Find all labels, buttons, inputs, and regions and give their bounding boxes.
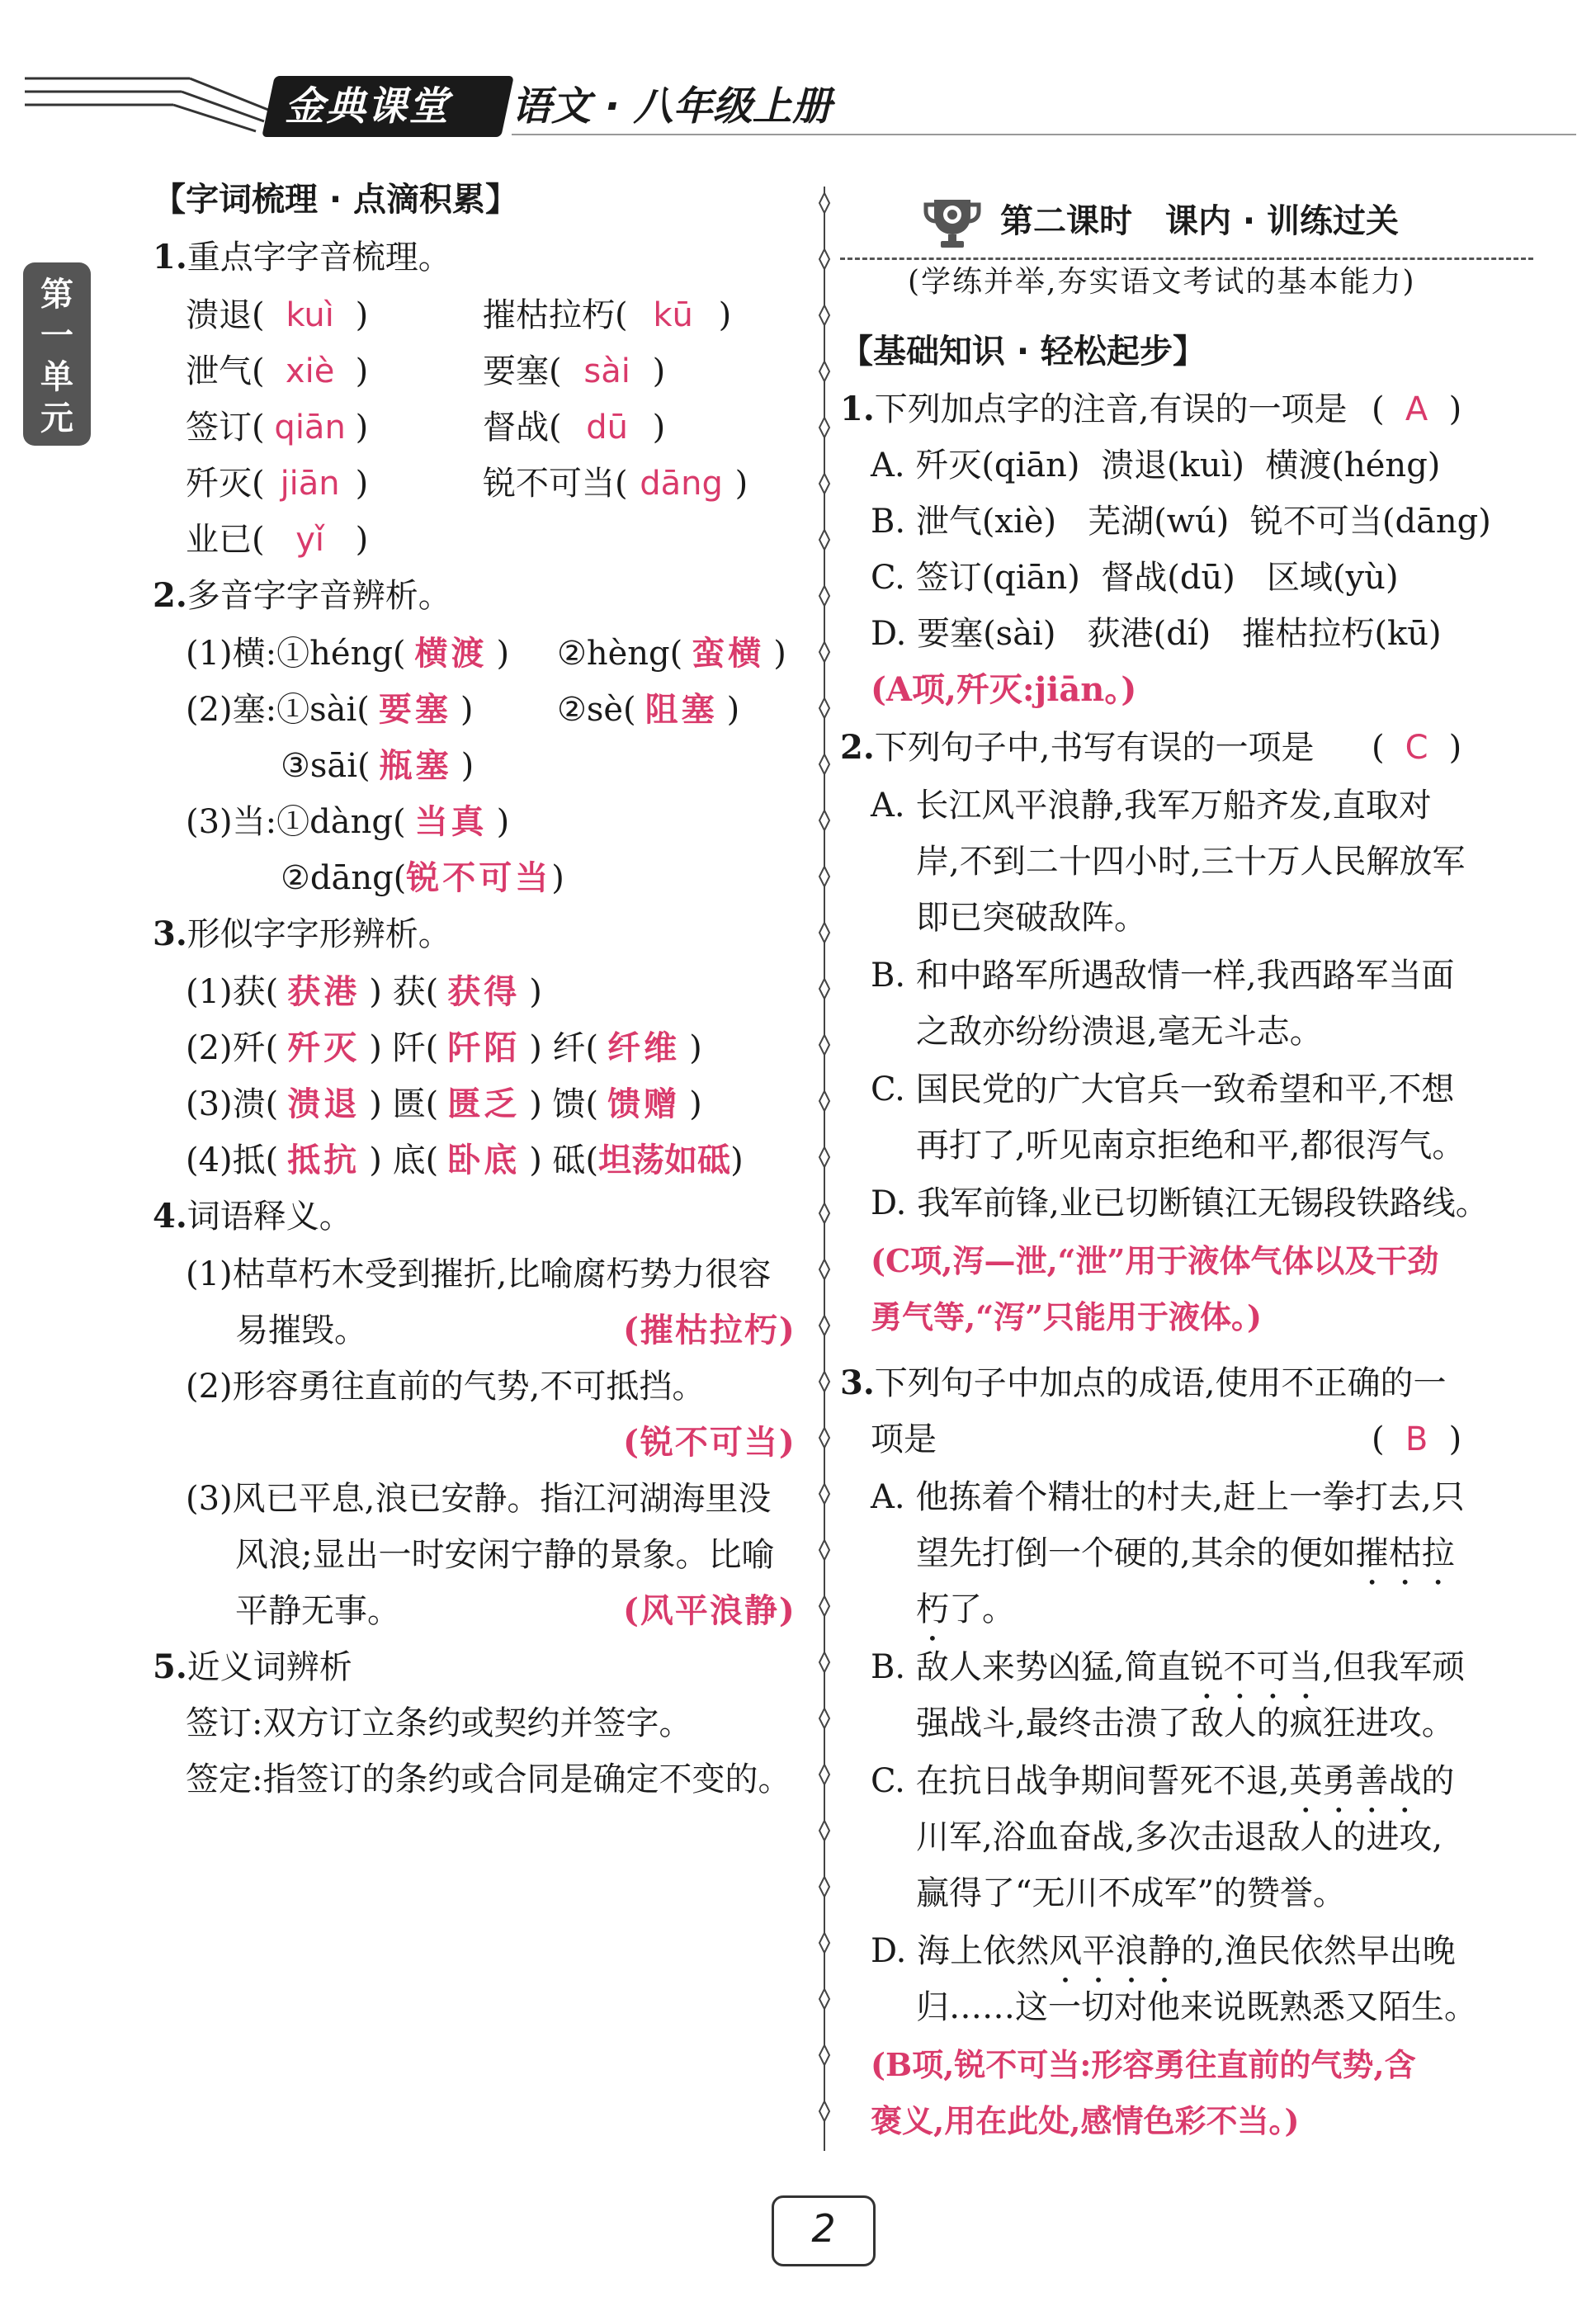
answer-bracket: ( A ) — [1372, 390, 1462, 428]
page-number: 2 — [811, 2206, 836, 2251]
polyphone-line: ②hèng( 蛮横 ) — [557, 634, 786, 673]
unit-tab-char: 元 — [40, 399, 73, 437]
option-A: 望先打倒一个硬的,其余的便如摧枯拉 — [916, 1534, 1455, 1572]
divider-diamond — [819, 698, 829, 718]
pinyin-item: 摧枯拉朽( kū ) — [483, 296, 732, 334]
pinyin-item: 要塞( sài ) — [483, 352, 666, 390]
divider-diamond — [819, 530, 829, 550]
option-C: C. 签订(qiān) 督战(dū) 区域(yù) — [871, 559, 1399, 597]
shape-row: (1)获( 获港 ) 获( 获得 ) — [186, 972, 542, 1011]
divider-diamond — [819, 1652, 829, 1672]
left-q3-title: 3.形似字字形辨析。 — [153, 914, 451, 953]
divider-diamond — [819, 1877, 829, 1897]
right-q1-title: 1.下列加点字的注音,有误的一项是 — [840, 390, 1348, 428]
divider-diamond — [819, 1091, 829, 1111]
divider-diamond — [819, 1484, 829, 1504]
definition-line: 风浪;显出一时安闲宁静的景象。比喻 — [235, 1536, 775, 1574]
divider-diamond — [819, 418, 829, 437]
option-D: D. 海上依然风平浪静的,渔民依然早出晚 — [871, 1932, 1456, 1970]
left-section-title: 【字词梳理 · 点滴积累】 — [153, 181, 519, 219]
explanation-note: 褒义,用在此处,感情色彩不当。) — [871, 2102, 1300, 2139]
definition-line: 平静无事。 — [235, 1592, 400, 1630]
definition-line: (2)形容勇往直前的气势,不可抵挡。 — [186, 1368, 706, 1406]
divider-diamond — [819, 249, 829, 269]
divider-diamond — [819, 474, 829, 494]
divider-diamond — [819, 193, 829, 213]
explanation-note: (C项,泻—泄,“泄”用于液体气体以及干劲 — [871, 1242, 1439, 1279]
divider-diamond — [819, 1540, 829, 1560]
answer-bracket: ( B ) — [1372, 1420, 1462, 1458]
shape-row: (2)歼( 歼灭 ) 阡( 阡陌 ) 纤( 纤维 ) — [186, 1028, 702, 1067]
explanation-note: 勇气等,“泻”只能用于液体。) — [871, 1298, 1262, 1335]
explanation-note: (B项,锐不可当:形容勇往直前的气势,含 — [871, 2046, 1416, 2083]
divider-diamond — [819, 1596, 829, 1616]
option-A: A. 长江风平浪静,我军万船齐发,直取对 — [871, 787, 1432, 825]
polyphone-line: ②dāng(锐不可当) — [281, 858, 564, 897]
pinyin-item: 签订( qiān ) — [186, 409, 369, 447]
left-q2-title: 2.多音字字音辨析。 — [153, 576, 451, 615]
polyphone-line: ②sè( 阻塞 ) — [557, 690, 740, 729]
divider-diamond — [819, 1708, 829, 1728]
option-B: B. 和中路军所遇敌情一样,我西路军当面 — [871, 957, 1455, 995]
divider-diamond — [819, 1989, 829, 2009]
polyphone-line: ③sāi( 瓶塞 ) — [281, 746, 475, 785]
divider-diamond — [819, 362, 829, 381]
polyphone-line: (3)当:①dàng( 当真 ) — [186, 802, 510, 841]
option-C: 川军,浴血奋战,多次击退敌人的进攻, — [916, 1818, 1443, 1856]
option-C: 再打了,听见南京拒绝和平,都很泻气。 — [916, 1127, 1466, 1165]
pinyin-item: 溃退( kuì ) — [186, 296, 369, 334]
left-q1-title: 1.重点字字音梳理。 — [153, 238, 451, 276]
definition-answer: (摧枯拉朽) — [623, 1311, 796, 1349]
definition-line: (3)风已平息,浪已安静。指江河湖海里没 — [186, 1480, 772, 1518]
option-D: D. 要塞(sài) 荻港(dí) 摧枯拉朽(kū) — [871, 615, 1442, 653]
trophy-icon — [923, 191, 982, 251]
option-B: B. 敌人来势凶猛,简直锐不可当,但我军顽 — [871, 1648, 1466, 1686]
option-A: 即已突破敌阵。 — [916, 899, 1147, 937]
synonym-line: 签订:双方订立条约或契约并签字。 — [186, 1704, 692, 1742]
shape-row: (3)溃( 溃退 ) 匮( 匮乏 ) 馈( 馈赠 ) — [186, 1085, 702, 1123]
unit-tab-char: 第 — [40, 276, 73, 314]
divider-diamond — [819, 1147, 829, 1167]
pinyin-item: 督战( dū ) — [483, 409, 666, 447]
divider-diamond — [819, 1765, 829, 1784]
synonym-line: 签定:指签订的条约或合同是确定不变的。 — [186, 1760, 791, 1798]
divider-diamond — [819, 1933, 829, 1953]
divider-diamond — [819, 923, 829, 943]
header-decor-lines — [25, 70, 289, 136]
divider-diamond — [819, 867, 829, 886]
divider-diamond — [819, 586, 829, 606]
lesson-subtitle: (学练并举,夯实语文考试的基本能力) — [908, 265, 1416, 299]
definition-line: (1)枯草朽木受到摧折,比喻腐朽势力很容 — [186, 1255, 772, 1293]
right-section-title: 【基础知识 · 轻松起步】 — [840, 333, 1206, 371]
unit-side-tab — [23, 262, 91, 446]
definition-answer: (风平浪静) — [623, 1591, 796, 1630]
option-C: C. 在抗日战争期间誓死不退,英勇善战的 — [871, 1762, 1455, 1800]
unit-tab-char: 一 — [40, 317, 73, 355]
divider-diamond — [819, 979, 829, 999]
shape-row: (4)抵( 抵抗 ) 底( 卧底 ) 砥(坦荡如砥) — [186, 1141, 744, 1179]
divider-diamond — [819, 754, 829, 774]
right-q2-title: 2.下列句子中,书写有误的一项是 — [840, 728, 1315, 767]
option-B: B. 泄气(xiè) 芜湖(wú) 锐不可当(dāng) — [871, 503, 1491, 541]
divider-diamond — [819, 1316, 829, 1335]
definition-line: 易摧毁。 — [235, 1311, 367, 1349]
unit-tab-char: 单 — [40, 358, 73, 396]
divider-diamond — [819, 811, 829, 830]
pinyin-item: 歼灭( jiān ) — [186, 465, 369, 503]
polyphone-line: (2)塞:①sài( 要塞 ) — [186, 690, 474, 729]
divider-diamond — [819, 1259, 829, 1279]
option-D: 归……这一切对他来说既熟悉又陌生。 — [916, 1988, 1477, 2026]
brand-title: 金典课堂 — [285, 83, 451, 130]
option-A: A. 歼灭(qiān) 溃退(kuì) 横渡(héng) — [871, 447, 1441, 484]
divider-diamond — [819, 2101, 829, 2121]
option-A: A. 他拣着个精壮的村夫,赶上一拳打去,只 — [871, 1478, 1465, 1516]
divider-diamond — [819, 1428, 829, 1448]
divider-diamond — [819, 2045, 829, 2065]
divider-diamond — [819, 1372, 829, 1392]
left-q4-title: 4.词语释义。 — [153, 1197, 352, 1236]
option-C: C. 国民党的广大官兵一致希望和平,不想 — [871, 1070, 1455, 1108]
option-A: 朽了。 — [916, 1590, 1015, 1628]
right-q3-title: 3.下列句子中加点的成语,使用不正确的一 — [840, 1363, 1447, 1402]
pinyin-item: 业已( yǐ ) — [186, 521, 369, 559]
pinyin-item: 锐不可当( dāng ) — [483, 465, 748, 503]
header-rule — [512, 134, 1576, 135]
lesson-divider — [840, 258, 1533, 260]
option-B: 之敌亦纷纷溃退,毫无斗志。 — [916, 1013, 1323, 1051]
polyphone-line: (1)横:①héng( 横渡 ) — [186, 634, 510, 673]
option-D: D. 我军前锋,业已切断镇江无锡段铁路线。 — [871, 1184, 1489, 1222]
answer-bracket: ( C ) — [1372, 729, 1462, 767]
divider-diamond — [819, 1821, 829, 1841]
pinyin-item: 泄气( xiè ) — [186, 352, 369, 390]
option-A: 岸,不到二十四小时,三十万人民解放军 — [916, 843, 1466, 881]
lesson-title: 第二课时 课内 · 训练过关 — [1000, 202, 1400, 240]
divider-diamond — [819, 642, 829, 662]
divider-diamond — [819, 305, 829, 325]
option-B: 强战斗,最终击溃了敌人的疯狂进攻。 — [916, 1704, 1455, 1742]
subject-title: 语文 · 八年级上册 — [512, 83, 832, 130]
left-q5-title: 5.近义词辨析 — [153, 1647, 352, 1686]
definition-answer: (锐不可当) — [623, 1423, 796, 1462]
right-q3-title: 项是 — [871, 1420, 937, 1458]
divider-diamond — [819, 1035, 829, 1055]
explanation-note: (A项,歼灭:jiān。) — [871, 670, 1137, 709]
divider-diamond — [819, 1203, 829, 1223]
option-C: 赢得了“无川不成军”的赞誉。 — [916, 1874, 1346, 1912]
column-divider — [817, 187, 832, 2151]
